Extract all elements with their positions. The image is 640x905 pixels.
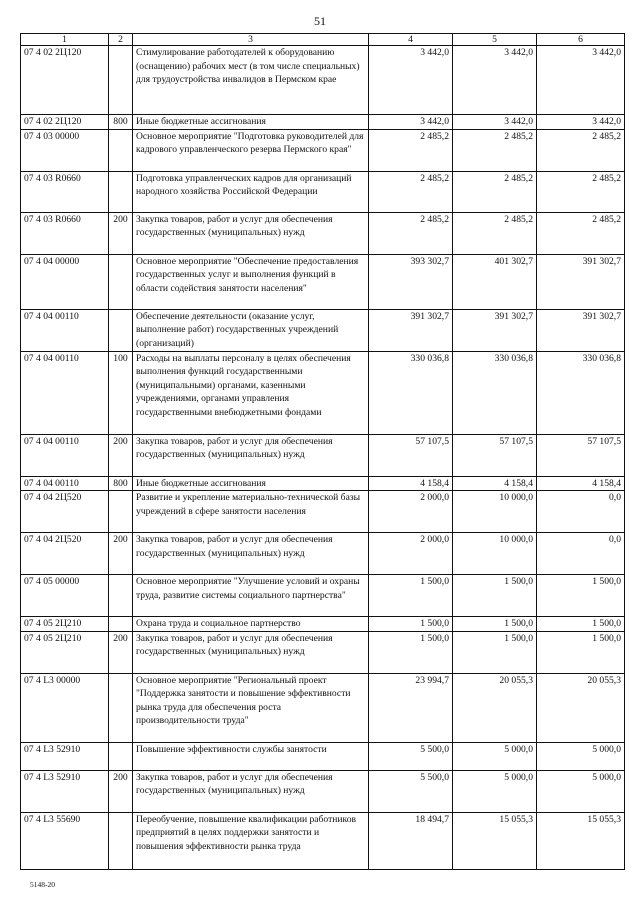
cell-vr: 200	[109, 631, 133, 673]
cell-year2: 401 302,7	[453, 254, 537, 309]
cell-year3: 5 000,0	[537, 742, 625, 770]
cell-vr	[109, 309, 133, 351]
cell-year3: 5 000,0	[537, 770, 625, 812]
cell-year2: 2 485,2	[453, 212, 537, 254]
cell-year2: 3 442,0	[453, 115, 537, 130]
cell-vr	[109, 46, 133, 115]
cell-year3: 15 055,3	[537, 812, 625, 869]
table-row	[21, 617, 625, 632]
cell-year1: 1 500,0	[369, 617, 453, 632]
cell-vr: 800	[109, 115, 133, 130]
cell-code: 07 4 04 00110	[21, 351, 109, 434]
budget-table	[20, 33, 625, 870]
table-row	[21, 46, 625, 115]
col-header-vr: 2	[109, 34, 133, 46]
header-row	[21, 34, 625, 46]
cell-name: Подготовка управленческих кадров для организаций народного хозяйства Российской Федерации	[133, 171, 369, 212]
cell-vr: 200	[109, 212, 133, 254]
cell-code: 07 4 04 00000	[21, 254, 109, 309]
cell-vr	[109, 617, 133, 632]
cell-name: Основное мероприятие "Улучшение условий и охраны труда, развитие системы социального партнерства"	[133, 575, 369, 617]
cell-year1: 23 994,7	[369, 673, 453, 742]
cell-name: Закупка товаров, работ и услуг для обеспечения государственных (муниципальных) нужд	[133, 533, 369, 575]
table-row	[21, 476, 625, 491]
cell-year3: 4 158,4	[537, 476, 625, 491]
cell-year2: 15 055,3	[453, 812, 537, 869]
table-row	[21, 575, 625, 617]
cell-year1: 18 494,7	[369, 812, 453, 869]
table-row	[21, 631, 625, 673]
cell-year3: 1 500,0	[537, 617, 625, 632]
cell-year1: 1 500,0	[369, 631, 453, 673]
cell-vr: 200	[109, 770, 133, 812]
cell-vr: 200	[109, 533, 133, 575]
cell-name: Закупка товаров, работ и услуг для обеспечения государственных (муниципальных) нужд	[133, 212, 369, 254]
cell-vr	[109, 575, 133, 617]
cell-year1: 2 485,2	[369, 171, 453, 212]
cell-year1: 2 000,0	[369, 533, 453, 575]
cell-year2: 2 485,2	[453, 171, 537, 212]
cell-vr	[109, 254, 133, 309]
cell-year2: 10 000,0	[453, 491, 537, 533]
cell-name: Закупка товаров, работ и услуг для обеспечения государственных (муниципальных) нужд	[133, 434, 369, 476]
col-header-code: 1	[21, 34, 109, 46]
cell-year2: 1 500,0	[453, 631, 537, 673]
cell-year1: 2 485,2	[369, 129, 453, 171]
table-row	[21, 212, 625, 254]
cell-code: 07 4 L3 52910	[21, 770, 109, 812]
cell-year1: 5 500,0	[369, 742, 453, 770]
cell-year2: 5 000,0	[453, 770, 537, 812]
cell-code: 07 4 04 00110	[21, 476, 109, 491]
cell-name: Иные бюджетные ассигнования	[133, 115, 369, 130]
cell-year2: 3 442,0	[453, 46, 537, 115]
cell-year3: 391 302,7	[537, 254, 625, 309]
table-row	[21, 351, 625, 434]
cell-code: 07 4 05 00000	[21, 575, 109, 617]
cell-vr: 800	[109, 476, 133, 491]
cell-code: 07 4 03 R0660	[21, 171, 109, 212]
table-row	[21, 533, 625, 575]
cell-vr	[109, 742, 133, 770]
cell-year2: 10 000,0	[453, 533, 537, 575]
cell-year2: 20 055,3	[453, 673, 537, 742]
cell-year3: 391 302,7	[537, 309, 625, 351]
cell-vr	[109, 812, 133, 869]
cell-year2: 2 485,2	[453, 129, 537, 171]
cell-name: Иные бюджетные ассигнования	[133, 476, 369, 491]
cell-year1: 4 158,4	[369, 476, 453, 491]
cell-year1: 3 442,0	[369, 46, 453, 115]
cell-year1: 2 000,0	[369, 491, 453, 533]
cell-year3: 20 055,3	[537, 673, 625, 742]
cell-year1: 2 485,2	[369, 212, 453, 254]
cell-year3: 330 036,8	[537, 351, 625, 434]
cell-name: Развитие и укрепление материально-технической базы учреждений в сфере занятости населения	[133, 491, 369, 533]
table-row	[21, 742, 625, 770]
cell-year3: 0,0	[537, 533, 625, 575]
cell-year2: 391 302,7	[453, 309, 537, 351]
cell-year2: 1 500,0	[453, 617, 537, 632]
cell-year1: 393 302,7	[369, 254, 453, 309]
cell-name: Основное мероприятие "Подготовка руководителей для кадрового управленческого резерва Пермского края"	[133, 129, 369, 171]
cell-vr	[109, 491, 133, 533]
cell-code: 07 4 02 2Ц120	[21, 46, 109, 115]
cell-vr: 100	[109, 351, 133, 434]
cell-name: Закупка товаров, работ и услуг для обеспечения государственных (муниципальных) нужд	[133, 631, 369, 673]
cell-code: 07 4 L3 00000	[21, 673, 109, 742]
cell-year3: 1 500,0	[537, 631, 625, 673]
cell-code: 07 4 L3 55690	[21, 812, 109, 869]
cell-code: 07 4 04 00110	[21, 309, 109, 351]
cell-year2: 57 107,5	[453, 434, 537, 476]
table-row	[21, 770, 625, 812]
table-row	[21, 171, 625, 212]
cell-code: 07 4 03 00000	[21, 129, 109, 171]
cell-vr	[109, 673, 133, 742]
cell-code: 07 4 02 2Ц120	[21, 115, 109, 130]
cell-year3: 2 485,2	[537, 129, 625, 171]
cell-year1: 5 500,0	[369, 770, 453, 812]
cell-year3: 0,0	[537, 491, 625, 533]
cell-year1: 1 500,0	[369, 575, 453, 617]
cell-year2: 4 158,4	[453, 476, 537, 491]
cell-year3: 57 107,5	[537, 434, 625, 476]
table-row	[21, 673, 625, 742]
table-row	[21, 434, 625, 476]
col-header-year2: 5	[453, 34, 537, 46]
cell-vr: 200	[109, 434, 133, 476]
cell-year3: 2 485,2	[537, 171, 625, 212]
cell-year1: 3 442,0	[369, 115, 453, 130]
cell-year3: 2 485,2	[537, 212, 625, 254]
cell-year2: 1 500,0	[453, 575, 537, 617]
table-row	[21, 812, 625, 869]
cell-year1: 330 036,8	[369, 351, 453, 434]
cell-code: 07 4 04 2Ц520	[21, 491, 109, 533]
cell-name: Охрана труда и социальное партнерство	[133, 617, 369, 632]
table-row	[21, 129, 625, 171]
cell-year3: 1 500,0	[537, 575, 625, 617]
col-header-name: 3	[133, 34, 369, 46]
col-header-year3: 6	[537, 34, 625, 46]
table-row	[21, 309, 625, 351]
page-number: 51	[314, 14, 326, 28]
cell-code: 07 4 04 2Ц520	[21, 533, 109, 575]
cell-code: 07 4 L3 52910	[21, 742, 109, 770]
cell-name: Стимулирование работодателей к оборудованию (оснащению) рабочих мест (в том числе специальных) для трудоустройства инвалидов в Пермском крае	[133, 46, 369, 115]
cell-name: Закупка товаров, работ и услуг для обеспечения государственных (муниципальных) нужд	[133, 770, 369, 812]
cell-code: 07 4 05 2Ц210	[21, 631, 109, 673]
cell-vr	[109, 171, 133, 212]
cell-year2: 330 036,8	[453, 351, 537, 434]
cell-code: 07 4 05 2Ц210	[21, 617, 109, 632]
table-row	[21, 491, 625, 533]
cell-name: Расходы на выплаты персоналу в целях обеспечения выполнения функций государственными (муниципальными) органами, казенными учреждениями, органами управления государственными внебюджетными фондами	[133, 351, 369, 434]
col-header-year1: 4	[369, 34, 453, 46]
cell-name: Переобучение, повышение квалификации работников предприятий в целях поддержки занятости и повышения эффективности рынка труда	[133, 812, 369, 869]
cell-year1: 391 302,7	[369, 309, 453, 351]
cell-code: 07 4 04 00110	[21, 434, 109, 476]
cell-name: Повышение эффективности службы занятости	[133, 742, 369, 770]
cell-year1: 57 107,5	[369, 434, 453, 476]
cell-year3: 3 442,0	[537, 46, 625, 115]
cell-year3: 3 442,0	[537, 115, 625, 130]
cell-name: Основное мероприятие "Обеспечение предоставления государственных услуг и выполнения функций в области содействия занятости населения"	[133, 254, 369, 309]
table-row	[21, 254, 625, 309]
cell-name: Обеспечение деятельности (оказание услуг, выполнение работ) государственных учреждений (организаций)	[133, 309, 369, 351]
cell-vr	[109, 129, 133, 171]
cell-name: Основное мероприятие "Региональный проект "Поддержка занятости и повышение эффективности рынка труда для обеспечения роста производительности труда"	[133, 673, 369, 742]
cell-code: 07 4 03 R0660	[21, 212, 109, 254]
document-footer-code: 5148-20	[30, 880, 55, 889]
table-row	[21, 115, 625, 130]
cell-year2: 5 000,0	[453, 742, 537, 770]
